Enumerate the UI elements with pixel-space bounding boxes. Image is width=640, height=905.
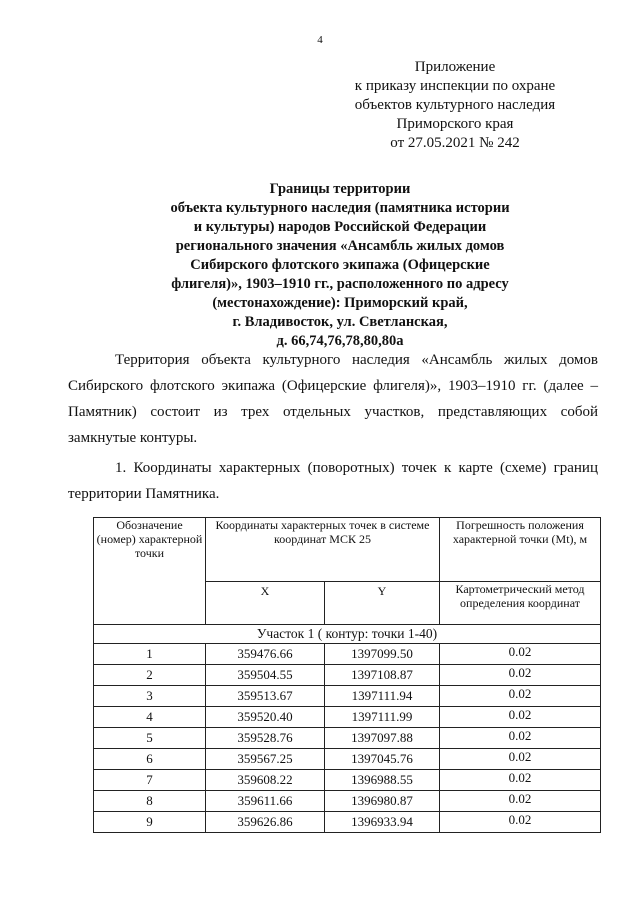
point-number-cell: 6 <box>94 749 206 770</box>
point-number-cell: 4 <box>94 707 206 728</box>
document-title <box>100 180 580 351</box>
appendix-line: объектов культурного наследия <box>354 97 556 113</box>
coordinates-table <box>93 517 601 833</box>
header-point-number: Обозначение (номер) характерной точки <box>94 518 206 625</box>
error-cell: 0.02 <box>440 686 601 707</box>
title-line: Сибирского флотского экипажа (Офицерские <box>190 257 490 273</box>
error-cell: 0.02 <box>440 812 601 833</box>
x-coordinate-cell: 359520.40 <box>206 707 325 728</box>
y-coordinate-cell: 1397108.87 <box>325 665 440 686</box>
title-line: регионального значения «Ансамбль жилых домов <box>175 238 505 254</box>
table-row <box>94 770 601 791</box>
title-line: и культуры) народов Российской Федерации <box>193 219 487 235</box>
y-coordinate-cell: 1396988.55 <box>325 770 440 791</box>
x-coordinate-cell: 359504.55 <box>206 665 325 686</box>
error-cell: 0.02 <box>440 644 601 665</box>
point-number-cell: 2 <box>94 665 206 686</box>
appendix-line: от 27.05.2021 № 242 <box>390 135 520 151</box>
x-coordinate-cell: 359626.86 <box>206 812 325 833</box>
x-coordinate-cell: 359611.66 <box>206 791 325 812</box>
appendix-line: Приморского края <box>396 116 514 132</box>
body-paragraph-1: Территория объекта культурного наследия «Ансамбль жилых домов Сибирского флотского экипажа (Офицерские флигеля)», 1903–1910 гг. (далее – Памятник) состоит из трех отдельных участков, представляющих собой замкнутые контуры. <box>68 352 598 446</box>
header-error: Погрешность положения характерной точки (Mt), м <box>440 518 601 582</box>
title-line: Границы территории <box>269 181 411 197</box>
page-number: 4 <box>317 34 323 46</box>
table-row <box>94 728 601 749</box>
point-number-cell: 8 <box>94 791 206 812</box>
table-row <box>94 644 601 665</box>
table-row <box>94 665 601 686</box>
section-label: Участок 1 ( контур: точки 1-40) <box>94 625 601 644</box>
point-number-cell: 7 <box>94 770 206 791</box>
y-coordinate-cell: 1397111.94 <box>325 686 440 707</box>
table-row <box>94 707 601 728</box>
title-line: д. 66,74,76,78,80,80а <box>276 333 404 349</box>
error-cell: 0.02 <box>440 770 601 791</box>
point-number-cell: 3 <box>94 686 206 707</box>
header-x: X <box>206 582 325 625</box>
error-cell: 0.02 <box>440 707 601 728</box>
y-coordinate-cell: 1397099.50 <box>325 644 440 665</box>
appendix-line: к приказу инспекции по охране <box>354 78 556 94</box>
appendix-line: Приложение <box>414 59 496 75</box>
y-coordinate-cell: 1397045.76 <box>325 749 440 770</box>
x-coordinate-cell: 359513.67 <box>206 686 325 707</box>
error-cell: 0.02 <box>440 791 601 812</box>
header-coordinates: Координаты характерных точек в системе координат МСК 25 <box>206 518 440 582</box>
x-coordinate-cell: 359567.25 <box>206 749 325 770</box>
error-cell: 0.02 <box>440 749 601 770</box>
point-number-cell: 9 <box>94 812 206 833</box>
y-coordinate-cell: 1397097.88 <box>325 728 440 749</box>
x-coordinate-cell: 359608.22 <box>206 770 325 791</box>
table-row <box>94 686 601 707</box>
title-line: г. Владивосток, ул. Светланская, <box>232 314 448 330</box>
point-number-cell: 5 <box>94 728 206 749</box>
body-paragraph-2: 1. Координаты характерных (поворотных) точек к карте (схеме) границ территории Памятника. <box>68 460 598 502</box>
error-cell: 0.02 <box>440 665 601 686</box>
x-coordinate-cell: 359476.66 <box>206 644 325 665</box>
title-line: объекта культурного наследия (памятника истории <box>170 200 510 216</box>
title-line: флигеля)», 1903–1910 гг., расположенного по адресу <box>171 276 509 292</box>
table-row <box>94 749 601 770</box>
table-row <box>94 791 601 812</box>
y-coordinate-cell: 1396933.94 <box>325 812 440 833</box>
title-line: (местонахождение): Приморский край, <box>212 295 468 311</box>
table-row <box>94 812 601 833</box>
point-number-cell: 1 <box>94 644 206 665</box>
header-method: Картометрический метод определения координат <box>440 582 601 625</box>
y-coordinate-cell: 1397111.99 <box>325 707 440 728</box>
error-cell: 0.02 <box>440 728 601 749</box>
header-y: Y <box>325 582 440 625</box>
x-coordinate-cell: 359528.76 <box>206 728 325 749</box>
y-coordinate-cell: 1396980.87 <box>325 791 440 812</box>
appendix-block <box>335 58 575 153</box>
